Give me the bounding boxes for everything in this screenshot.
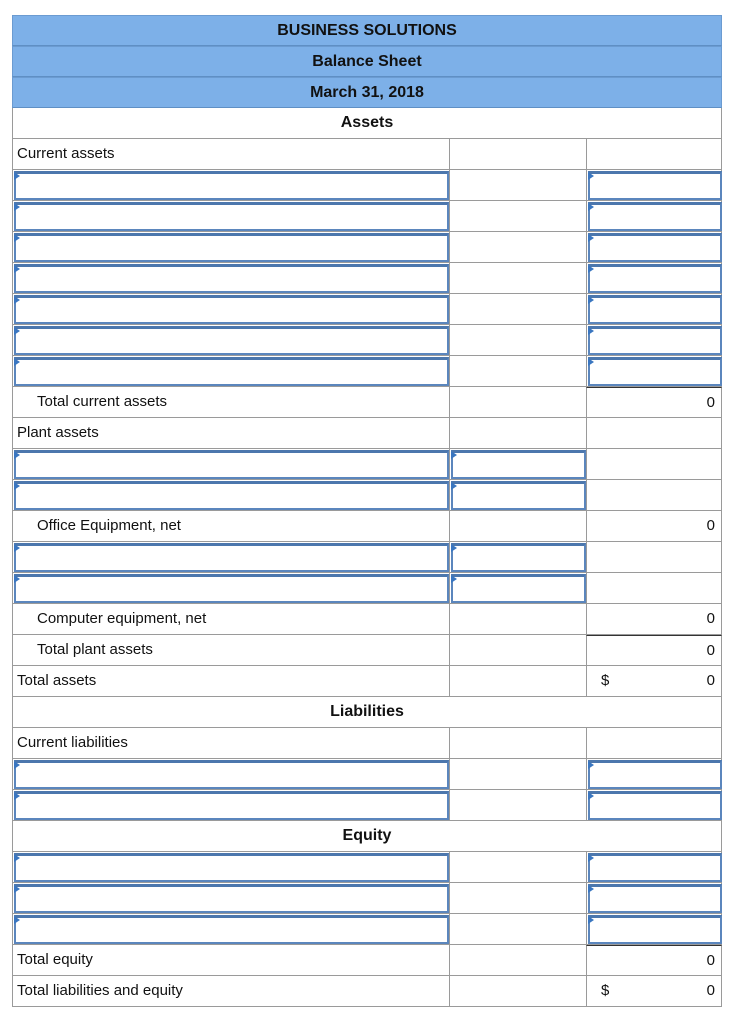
dollar-sign: $ (601, 672, 610, 689)
total-assets-value: 0 (706, 672, 715, 689)
office-equipment-net-label: Office Equipment, net (12, 511, 449, 542)
plant-asset-amount-input[interactable] (451, 450, 586, 479)
section-equity: Equity (12, 821, 722, 852)
current-asset-amount-input[interactable] (588, 202, 722, 231)
total-plant-assets-label: Total plant assets (12, 635, 449, 666)
equity-account-input[interactable] (14, 884, 449, 913)
current-asset-amount-input[interactable] (588, 171, 722, 200)
total-current-assets-label: Total current assets (12, 387, 449, 418)
total-current-assets-row (12, 387, 722, 418)
total-liabilities-and-equity-value: 0 (706, 982, 715, 999)
plant-assets-heading-row (12, 418, 722, 449)
total-equity-row (12, 945, 722, 976)
liability-amount-input[interactable] (588, 791, 722, 820)
total-assets-label: Total assets (12, 666, 449, 697)
total-plant-assets-row (12, 635, 722, 666)
current-asset-row (12, 294, 722, 325)
section-liabilities: Liabilities (12, 697, 722, 728)
liability-amount-input[interactable] (588, 760, 722, 789)
office-equipment-net-row (12, 511, 722, 542)
statement-title: Balance Sheet (12, 46, 722, 77)
plant-asset-row (12, 480, 722, 511)
current-asset-account-input[interactable] (14, 357, 449, 386)
current-asset-amount-input[interactable] (588, 233, 722, 262)
dollar-sign: $ (601, 982, 610, 999)
total-liabilities-and-equity-label: Total liabilities and equity (12, 976, 449, 1007)
current-assets-label: Current assets (12, 139, 449, 170)
computer-equipment-net-row (12, 604, 722, 635)
empty-cell (586, 139, 722, 170)
current-asset-account-input[interactable] (14, 202, 449, 231)
total-current-assets-value: 0 (586, 387, 722, 418)
plant-asset-amount-input[interactable] (451, 543, 586, 572)
equity-row (12, 914, 722, 945)
equity-amount-input[interactable] (588, 884, 722, 913)
total-liabilities-and-equity-row (12, 976, 722, 1007)
total-equity-label: Total equity (12, 945, 449, 976)
plant-asset-account-input[interactable] (14, 543, 449, 572)
current-asset-row (12, 201, 722, 232)
current-asset-amount-input[interactable] (588, 264, 722, 293)
plant-asset-amount-input[interactable] (451, 481, 586, 510)
liability-row (12, 790, 722, 821)
equity-row (12, 852, 722, 883)
current-asset-amount-input[interactable] (588, 357, 722, 386)
liability-account-input[interactable] (14, 760, 449, 789)
plant-asset-account-input[interactable] (14, 574, 449, 603)
balance-sheet (12, 15, 722, 1007)
company-name: BUSINESS SOLUTIONS (12, 15, 722, 46)
computer-equipment-net-label: Computer equipment, net (12, 604, 449, 635)
plant-assets-label: Plant assets (12, 418, 449, 449)
current-asset-account-input[interactable] (14, 233, 449, 262)
total-plant-assets-value: 0 (586, 635, 722, 666)
total-equity-value: 0 (586, 945, 722, 976)
current-asset-row (12, 325, 722, 356)
section-assets: Assets (12, 108, 722, 139)
office-equipment-net-value: 0 (586, 511, 722, 542)
plant-asset-amount-input[interactable] (451, 574, 586, 603)
equity-amount-input[interactable] (588, 915, 722, 944)
current-liabilities-heading-row (12, 728, 722, 759)
current-asset-row (12, 170, 722, 201)
plant-asset-account-input[interactable] (14, 481, 449, 510)
current-assets-heading-row (12, 139, 722, 170)
current-asset-row (12, 356, 722, 387)
current-asset-account-input[interactable] (14, 326, 449, 355)
equity-row (12, 883, 722, 914)
liability-account-input[interactable] (14, 791, 449, 820)
equity-account-input[interactable] (14, 915, 449, 944)
current-asset-amount-input[interactable] (588, 326, 722, 355)
empty-cell (449, 139, 586, 170)
current-asset-account-input[interactable] (14, 171, 449, 200)
current-asset-row (12, 263, 722, 294)
plant-asset-account-input[interactable] (14, 450, 449, 479)
equity-account-input[interactable] (14, 853, 449, 882)
plant-asset-row (12, 449, 722, 480)
plant-asset-row (12, 573, 722, 604)
equity-amount-input[interactable] (588, 853, 722, 882)
current-asset-row (12, 232, 722, 263)
current-asset-amount-input[interactable] (588, 295, 722, 324)
current-asset-account-input[interactable] (14, 264, 449, 293)
total-assets-row (12, 666, 722, 697)
plant-asset-row (12, 542, 722, 573)
computer-equipment-net-value: 0 (586, 604, 722, 635)
current-asset-account-input[interactable] (14, 295, 449, 324)
liability-row (12, 759, 722, 790)
current-liabilities-label: Current liabilities (12, 728, 449, 759)
statement-date: March 31, 2018 (12, 77, 722, 108)
